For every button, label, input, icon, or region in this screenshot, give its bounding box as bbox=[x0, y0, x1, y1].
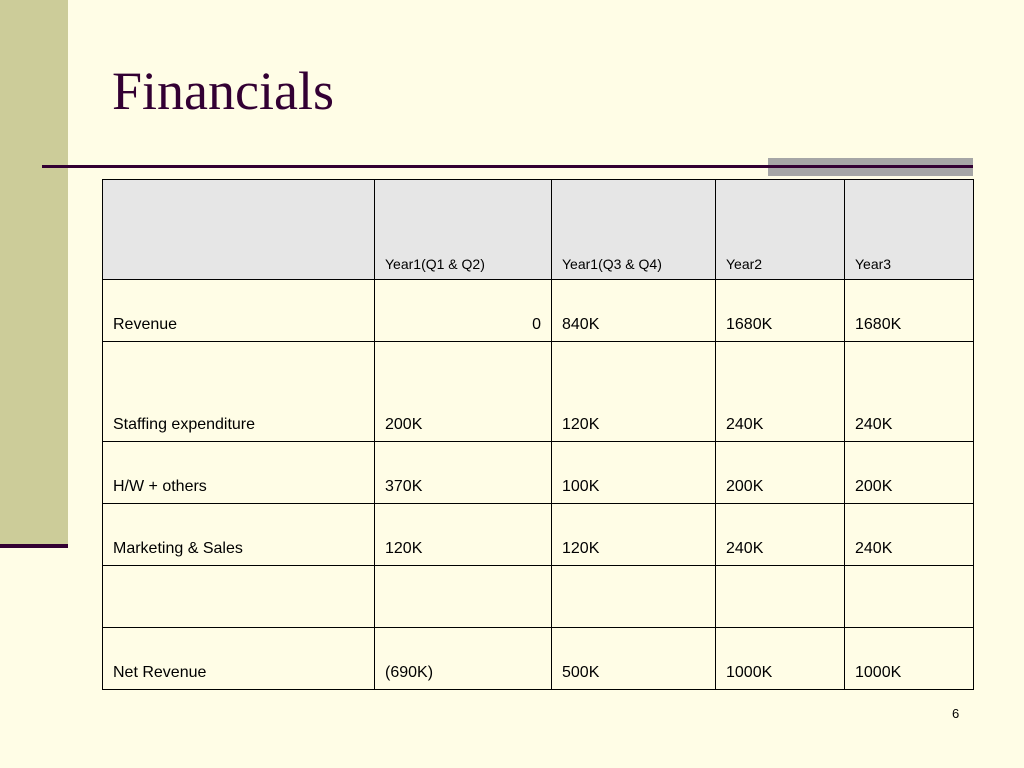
table-cell bbox=[845, 566, 974, 628]
header-cell-label bbox=[103, 180, 375, 280]
table-cell: 370K bbox=[375, 442, 552, 504]
header-cell-year1-h1: Year1(Q1 & Q2) bbox=[375, 180, 552, 280]
table-cell: 240K bbox=[845, 504, 974, 566]
table-cell: 120K bbox=[375, 504, 552, 566]
row-label: Staffing expenditure bbox=[103, 342, 375, 442]
table-row-empty bbox=[103, 566, 974, 628]
table-cell: 120K bbox=[552, 504, 716, 566]
table-cell: 1680K bbox=[716, 280, 845, 342]
table-row-net-revenue bbox=[103, 628, 974, 690]
table-cell: 1000K bbox=[845, 628, 974, 690]
table-cell: 240K bbox=[716, 504, 845, 566]
table-cell: 100K bbox=[552, 442, 716, 504]
table-cell: 200K bbox=[375, 342, 552, 442]
table-cell bbox=[552, 566, 716, 628]
table-cell: 240K bbox=[716, 342, 845, 442]
table-row-marketing bbox=[103, 504, 974, 566]
row-label: Revenue bbox=[103, 280, 375, 342]
table-cell: 200K bbox=[845, 442, 974, 504]
side-rule bbox=[0, 544, 68, 548]
table-cell: 500K bbox=[552, 628, 716, 690]
table-cell: 240K bbox=[845, 342, 974, 442]
header-cell-year3: Year3 bbox=[845, 180, 974, 280]
side-band bbox=[0, 0, 68, 546]
table-cell bbox=[716, 566, 845, 628]
table-cell: 200K bbox=[716, 442, 845, 504]
header-cell-year2: Year2 bbox=[716, 180, 845, 280]
table-header-row bbox=[103, 180, 974, 280]
table-cell: (690K) bbox=[375, 628, 552, 690]
row-label: H/W + others bbox=[103, 442, 375, 504]
table-cell: 0 bbox=[375, 280, 552, 342]
table-cell bbox=[375, 566, 552, 628]
table-cell: 1680K bbox=[845, 280, 974, 342]
row-label: Marketing & Sales bbox=[103, 504, 375, 566]
table-cell: 1000K bbox=[716, 628, 845, 690]
financials-table bbox=[102, 179, 974, 690]
header-cell-year1-h2: Year1(Q3 & Q4) bbox=[552, 180, 716, 280]
table-row-staffing bbox=[103, 342, 974, 442]
table-row-revenue bbox=[103, 280, 974, 342]
table-row-hw-others bbox=[103, 442, 974, 504]
row-label bbox=[103, 566, 375, 628]
slide-title: Financials bbox=[112, 61, 334, 121]
table-cell: 120K bbox=[552, 342, 716, 442]
row-label: Net Revenue bbox=[103, 628, 375, 690]
slide-number: 6 bbox=[952, 706, 960, 721]
table-cell: 840K bbox=[552, 280, 716, 342]
title-rule bbox=[42, 165, 973, 168]
